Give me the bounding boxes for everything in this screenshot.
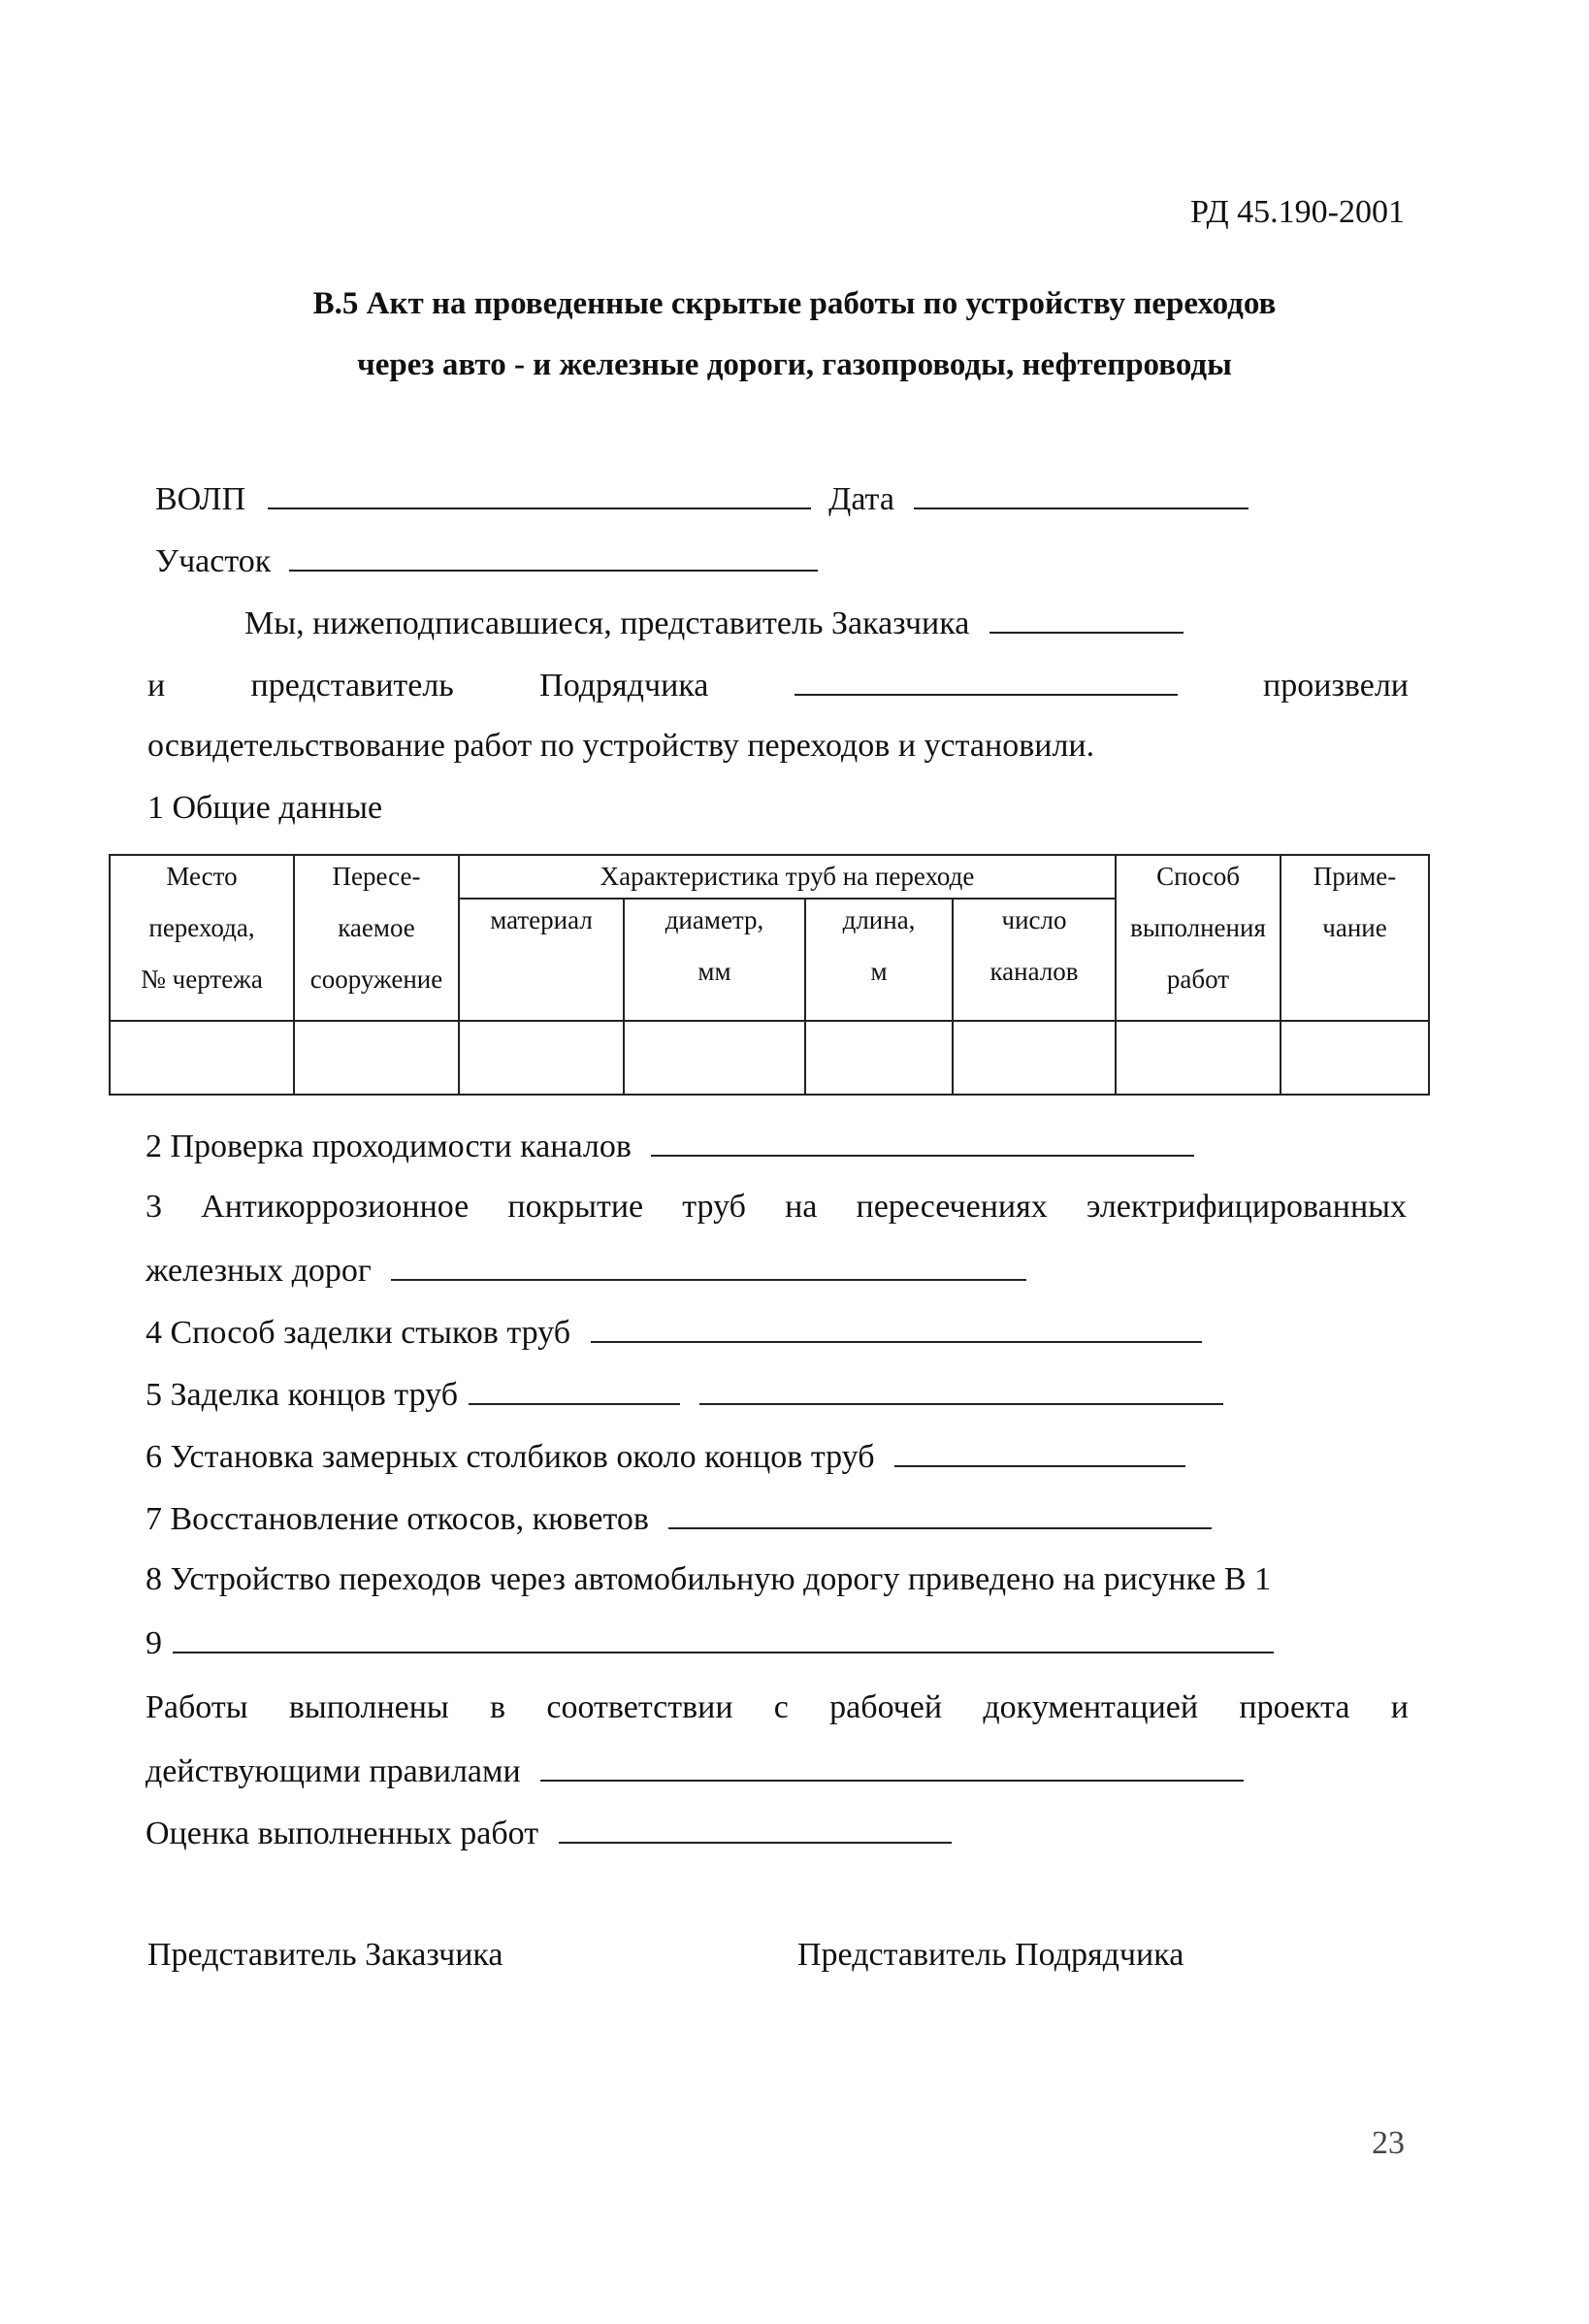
section-label: Участок bbox=[155, 543, 272, 579]
signature-contractor: Представитель Подрядчика bbox=[797, 1937, 1184, 1973]
intro-line-1 bbox=[244, 603, 1184, 643]
item-6-row bbox=[146, 1436, 1185, 1477]
table-cell[interactable] bbox=[110, 1021, 294, 1095]
item-5-row bbox=[146, 1374, 1223, 1415]
item-7-field[interactable] bbox=[668, 1498, 1212, 1529]
intro-word-contractor: Подрядчика bbox=[539, 668, 709, 704]
item-3-line-1: 3 Антикоррозионное покрытие труб на пересечениях электрифицированных bbox=[146, 1189, 1407, 1225]
header-crossed-structure: Пересе- каемое сооружение bbox=[294, 855, 459, 1021]
table-cell[interactable] bbox=[294, 1021, 459, 1095]
item-9-field[interactable] bbox=[173, 1622, 1274, 1653]
item-6-label: 6 Установка замерных столбиков около концов труб bbox=[146, 1439, 875, 1475]
item-5-field-1[interactable] bbox=[469, 1374, 680, 1405]
intro-word-representative: представитель bbox=[250, 668, 454, 704]
evaluation-field[interactable] bbox=[559, 1813, 952, 1844]
header-crossing-place: Место перехода, № чертежа bbox=[110, 855, 294, 1021]
item-2-field[interactable] bbox=[651, 1126, 1194, 1157]
rules-field[interactable] bbox=[540, 1751, 1244, 1782]
header-note: Приме- чание bbox=[1281, 855, 1429, 1021]
header-work-method: Способ выполнения работ bbox=[1116, 855, 1281, 1021]
item-2-row bbox=[146, 1126, 1194, 1166]
header-channel-count: число каналов bbox=[953, 899, 1116, 1021]
conclusion-line-2: действующими правилами bbox=[146, 1753, 521, 1789]
conclusion-line-2-row bbox=[146, 1751, 1244, 1791]
item-7-row bbox=[146, 1498, 1212, 1539]
item-3-field[interactable] bbox=[391, 1250, 1026, 1281]
volp-label: ВОЛП bbox=[155, 481, 246, 517]
volp-row bbox=[155, 478, 1248, 519]
signature-customer: Представитель Заказчика bbox=[147, 1937, 503, 1973]
item-2-label: 2 Проверка проходимости каналов bbox=[146, 1129, 632, 1164]
item-3-line-2: железных дорог bbox=[146, 1253, 372, 1289]
item-5-field-2[interactable] bbox=[699, 1374, 1223, 1405]
act-title-line-2: через авто - и железные дороги, газопроводы, нефтепроводы bbox=[357, 347, 1232, 382]
item-9-label: 9 bbox=[146, 1625, 162, 1661]
header-diameter: диаметр, мм bbox=[624, 899, 805, 1021]
evaluation-label: Оценка выполненных работ bbox=[146, 1816, 539, 1851]
act-title-line-1: В.5 Акт на проведенные скрытые работы по устройству переходов bbox=[312, 286, 1277, 321]
conclusion-line-1: Работы выполнены в соответствии с рабочей документацией проекта и bbox=[146, 1689, 1409, 1725]
table-cell[interactable] bbox=[1116, 1021, 1281, 1095]
table-cell[interactable] bbox=[805, 1021, 953, 1095]
header-length: длина, м bbox=[805, 899, 953, 1021]
item-4-label: 4 Способ заделки стыков труб bbox=[146, 1315, 571, 1351]
header-material: материал bbox=[459, 899, 624, 1021]
item-9-row bbox=[146, 1622, 1274, 1663]
item-4-field[interactable] bbox=[591, 1312, 1202, 1343]
table-cell[interactable] bbox=[459, 1021, 624, 1095]
header-pipe-characteristics: Характеристика труб на переходе bbox=[459, 855, 1116, 899]
date-label: Дата bbox=[828, 481, 894, 517]
section-field[interactable] bbox=[289, 540, 818, 572]
item-4-row bbox=[146, 1312, 1202, 1353]
intro-line-2 bbox=[147, 665, 1409, 705]
section-row bbox=[155, 540, 818, 581]
volp-field[interactable] bbox=[268, 478, 811, 509]
item-5-label: 5 Заделка концов труб bbox=[146, 1377, 458, 1413]
table-cell[interactable] bbox=[1281, 1021, 1429, 1095]
intro-word-performed: произвели bbox=[1263, 668, 1409, 704]
item-8: 8 Устройство переходов через автомобильную дорогу приведено на рисунке В 1 bbox=[146, 1561, 1272, 1597]
table-cell[interactable] bbox=[624, 1021, 805, 1095]
page-number: 23 bbox=[1372, 2125, 1405, 2161]
customer-rep-field[interactable] bbox=[989, 603, 1184, 634]
table-row bbox=[110, 1021, 1429, 1095]
table-cell[interactable] bbox=[953, 1021, 1116, 1095]
section-general-data: 1 Общие данные bbox=[147, 790, 383, 826]
intro-word-and: и bbox=[147, 668, 166, 704]
item-3-line-2-row bbox=[146, 1250, 1026, 1291]
intro-line-3: освидетельствование работ по устройству переходов и установили. bbox=[147, 728, 1095, 764]
document-number: РД 45.190-2001 bbox=[1190, 194, 1405, 230]
pipe-characteristics-table bbox=[109, 854, 1430, 1096]
item-6-field[interactable] bbox=[894, 1436, 1185, 1467]
evaluation-row bbox=[146, 1813, 952, 1853]
contractor-rep-field[interactable] bbox=[794, 665, 1178, 696]
intro-customer-text: Мы, нижеподписавшиеся, представитель Заказчика bbox=[244, 606, 970, 641]
date-field[interactable] bbox=[914, 478, 1248, 509]
item-7-label: 7 Восстановление откосов, кюветов bbox=[146, 1501, 649, 1537]
